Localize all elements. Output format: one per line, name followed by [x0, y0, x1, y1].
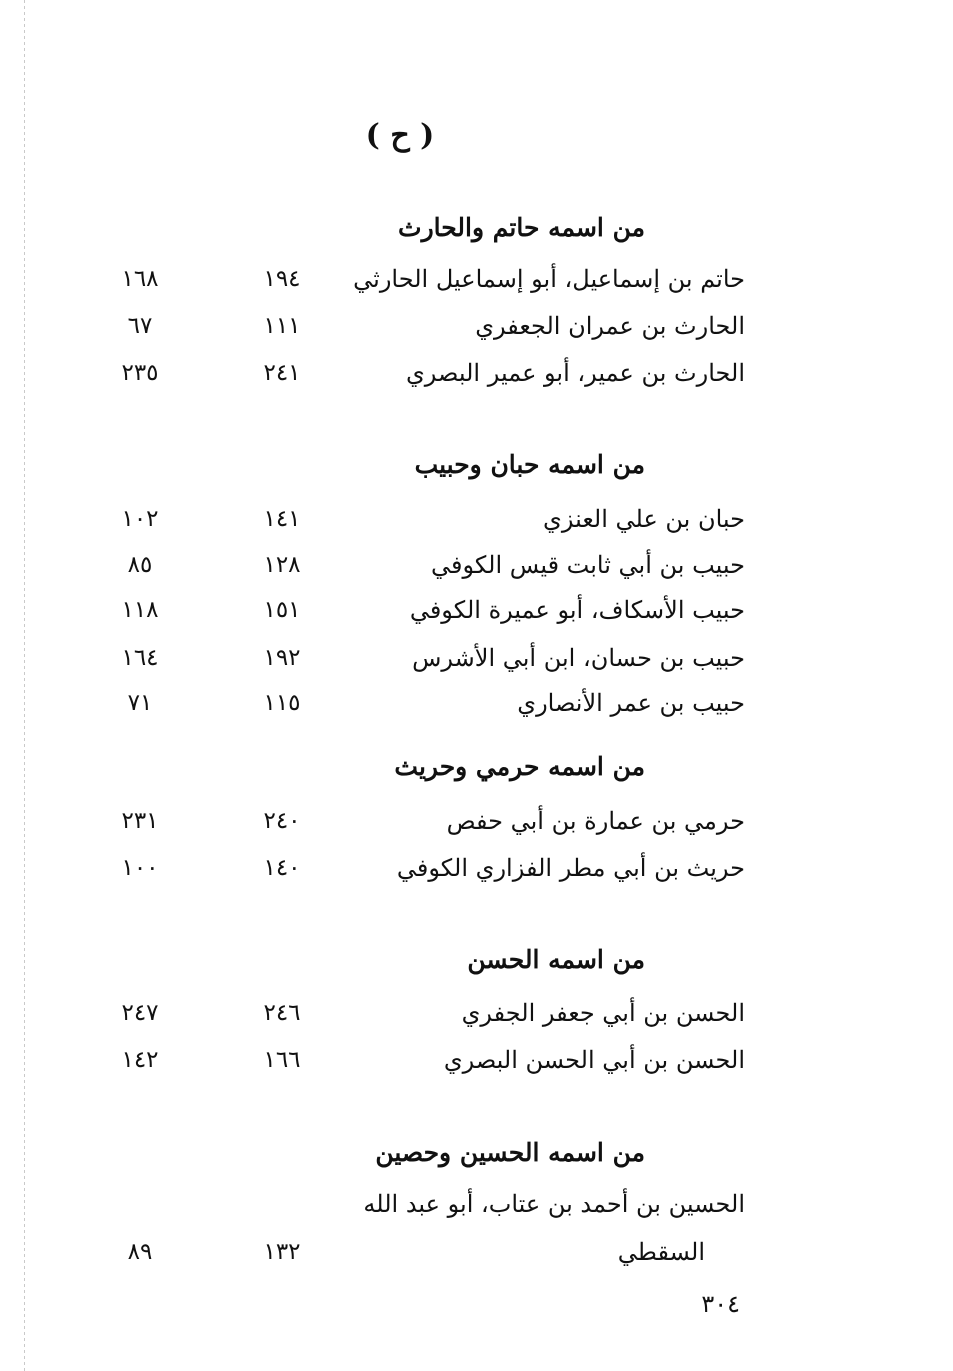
page-number: ٣٠٤ [701, 1290, 740, 1318]
section-heading: من اسمه حاتم والحارث [398, 213, 645, 242]
table-row [0, 848, 953, 888]
entry-page: ٨٩ [127, 1239, 153, 1265]
section-heading: من اسمه الحسن [467, 945, 645, 974]
table-row [0, 638, 953, 678]
entry-number: ١٥١ [263, 597, 301, 623]
entry-page: ١٠٢ [121, 506, 159, 532]
entry-name: حبيب بن حسان، ابن أبي الأشرس [412, 644, 745, 672]
entry-number: ١٦٦ [263, 1047, 301, 1073]
entry-number: ١٩٤ [263, 266, 301, 292]
entry-number: ١١٥ [263, 690, 301, 716]
entry-number: ١٤٠ [263, 855, 301, 881]
entry-name: حبيب الأسكاف، أبو عميرة الكوفي [409, 596, 745, 624]
entry-name: حبيب بن عمر الأنصاري [517, 689, 745, 717]
entry-name: حبان بن علي العنزي [543, 505, 745, 533]
section-heading: من اسمه الحسين وحصين [375, 1138, 645, 1167]
entry-name: الحسن بن أبي الحسن البصري [443, 1046, 745, 1074]
table-row [0, 993, 953, 1033]
entry-name: حبيب بن أبي ثابت قيس الكوفي [431, 551, 745, 579]
table-row [0, 590, 953, 630]
entry-name: حاتم بن إسماعيل، أبو إسماعيل الحارثي [353, 265, 745, 293]
table-row [0, 1232, 953, 1272]
entry-page: ١٤٢ [121, 1047, 159, 1073]
entry-page: ١٦٨ [121, 266, 159, 292]
entry-number: ٢٤١ [263, 360, 301, 386]
entry-name: الحارث بن عمران الجعفري [475, 312, 745, 340]
entry-page: ٢٤٧ [121, 1000, 159, 1026]
entry-number: ١٣٢ [263, 1239, 301, 1265]
section-heading: من اسمه حرمي وحريث [394, 752, 645, 781]
table-row [0, 306, 953, 346]
entry-name: الحارث بن عمير، أبو عمير البصري [406, 359, 745, 387]
table-row [0, 353, 953, 393]
entry-page: ٢٣٥ [121, 360, 159, 386]
table-row [0, 499, 953, 539]
table-row [0, 545, 953, 585]
entry-name: الحسن بن أبي جعفر الجفري [461, 999, 745, 1027]
section-heading: من اسمه حبان وحبيب [414, 450, 645, 479]
entry-number: ١٩٢ [263, 645, 301, 671]
entry-page: ١١٨ [121, 597, 159, 623]
entry-name: الحسين بن أحمد بن عتاب، أبو عبد الله [363, 1190, 745, 1218]
entry-number: ١١١ [263, 313, 301, 339]
entry-name: السقطي [617, 1238, 705, 1266]
table-row [0, 1040, 953, 1080]
entry-number: ٢٤٦ [263, 1000, 301, 1026]
table-row [0, 801, 953, 841]
entry-page: ١٠٠ [121, 855, 159, 881]
entry-number: ٢٤٠ [263, 808, 301, 834]
entry-page: ٧١ [127, 690, 153, 716]
page-letter: ( ح ) [365, 118, 435, 153]
entry-name: حريث بن أبي مطر الفزاري الكوفي [396, 854, 745, 882]
table-row [0, 683, 953, 723]
entry-number: ١٢٨ [263, 552, 301, 578]
entry-page: ١٦٤ [121, 645, 159, 671]
entry-number: ١٤١ [263, 506, 301, 532]
entry-page: ٨٥ [127, 552, 153, 578]
entry-name: حرمي بن عمارة بن أبي حفص [446, 807, 745, 835]
table-row [0, 1184, 953, 1224]
entry-page: ٦٧ [127, 313, 153, 339]
table-row [0, 259, 953, 299]
entry-page: ٢٣١ [121, 808, 159, 834]
